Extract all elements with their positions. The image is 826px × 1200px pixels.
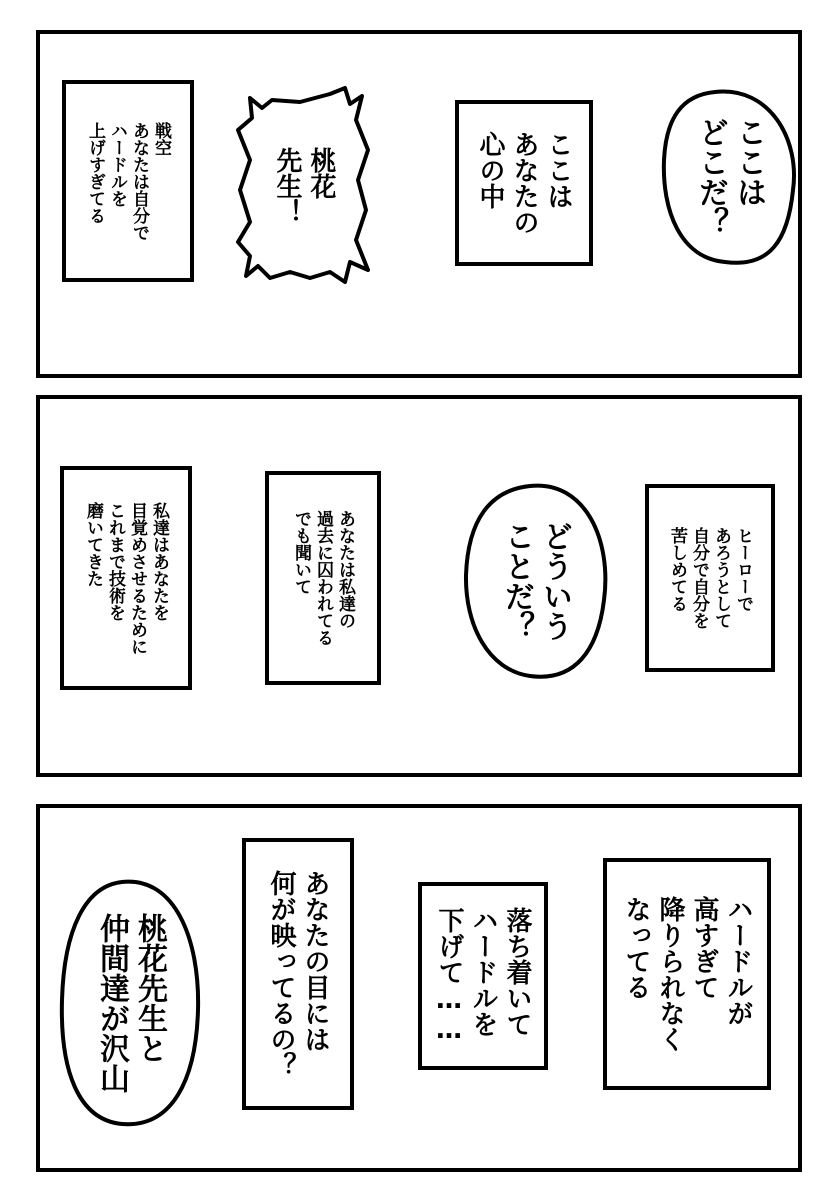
speech-text-what-mean: どういう ことだ？ xyxy=(499,521,572,641)
speech-text-momoka-friends: 桃花先生と 仲間達が沢山 xyxy=(94,913,167,1093)
speech-bubble-momoka-friends xyxy=(62,882,198,1124)
caption-text-your-heart: ここは あなたの 心の中 xyxy=(475,131,573,235)
caption-text-senku: 戦空 あなたは自分で ハードルを 上げすぎてる xyxy=(85,121,171,241)
caption-text-calm-down: 落ち着いて ハードルを 下げて…… xyxy=(434,907,532,1045)
caption-text-your-eyes: あなたの目には 何が映ってるの？ xyxy=(266,870,330,1078)
speech-text-where: ここは どこだ？ xyxy=(693,117,766,237)
caption-text-trained: 私達はあなたを 目覚めさせるために これまで技術を 磨いてきた xyxy=(83,501,169,655)
caption-text-hero: ヒーローで あろうとして 自分で自分を 苦しめてる xyxy=(667,527,753,629)
shout-text-momoka: 桃花 先生！ xyxy=(272,147,336,225)
caption-text-past: あなたは私達の 過去に囚われてる でも聞いて xyxy=(291,510,355,646)
caption-text-hurdle-high: ハードルが 高すぎて 降りられなく なってる xyxy=(621,896,753,1052)
